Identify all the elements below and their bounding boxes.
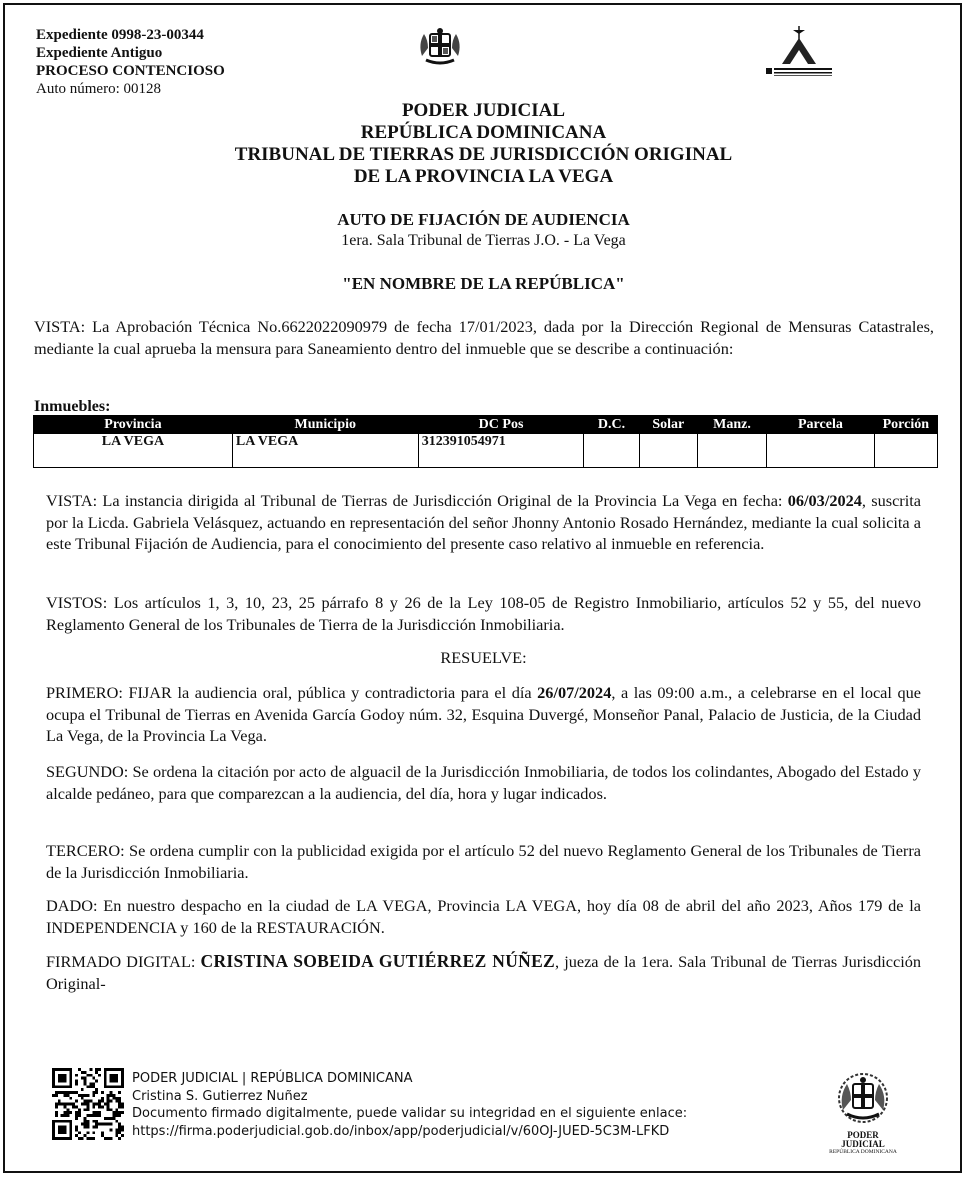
judge-name: CRISTINA SOBEIDA GUTIÉRREZ NÚÑEZ	[200, 951, 556, 971]
table-header-row	[34, 416, 938, 434]
inmuebles-table	[33, 415, 938, 468]
resuelve-heading: RESUELVE:	[440, 648, 527, 667]
cell-parcela	[767, 434, 874, 468]
qr-code-icon[interactable]	[52, 1068, 124, 1140]
cell-municipio: LA VEGA	[232, 434, 418, 468]
expediente-number: Expediente 0998-23-00344	[36, 27, 204, 43]
col-dc-pos: DC Pos	[418, 416, 584, 434]
auto-subtitle: 1era. Sala Tribunal de Tierras J.O. - La Vega	[341, 232, 626, 249]
vista2-text-b: , suscrita por la Licda. Gabriela Velásquez, actuando en representación del señor Jhonny Antonio Rosado Hernández, mediante la cual solicita a este Tribunal Fijación de Audiencia, para el conocimiento del presente caso relativo al inmueble en referencia.	[46, 491, 922, 553]
cell-manz	[697, 434, 766, 468]
cell-dc	[584, 434, 639, 468]
vistos-paragraph: VISTOS: Los artículos 1, 3, 10, 23, 25 párrafo 8 y 26 de la Ley 108-05 de Registro Inmobiliario, artículos 52 y 55, del nuevo Reglamento General de los Tribunales de Tierra de la Jurisdicción Inmobiliaria.	[46, 593, 921, 634]
dado-paragraph: DADO: En nuestro despacho en la ciudad de LA VEGA, Provincia LA VEGA, hoy día 08 de abril del año 2023, Años 179 de la INDEPENDENCIA y 160 de la RESTAURACIÓN.	[46, 896, 921, 937]
cell-solar	[639, 434, 697, 468]
case-metadata	[36, 26, 225, 98]
coat-of-arms-icon	[833, 1072, 893, 1126]
poder-judicial-seal	[828, 1072, 898, 1155]
col-provincia: Provincia	[34, 416, 233, 434]
inmuebles-label: Inmuebles:	[34, 398, 111, 415]
firmado-text-b: , jueza de la 1era. Sala Tribunal de Tierras Jurisdicción Original-	[46, 952, 921, 993]
vista-instancia-paragraph	[46, 490, 921, 555]
proceso-type: PROCESO CONTENCIOSO	[36, 63, 225, 79]
col-manz: Manz.	[697, 416, 766, 434]
primero-text-b: , a las 09:00 a.m., a celebrarse en el local que ocupa el Tribunal de Tierras en Avenida García Godoy núm. 32, Esquina Duvergé, Monseñor Panal, Palacio de Justicia, de la Ciudad La Vega, de la Provincia La Vega.	[46, 683, 922, 745]
cell-provincia: LA VEGA	[34, 434, 233, 468]
firmado-text-a: FIRMADO DIGITAL:	[46, 952, 201, 971]
auto-number: Auto número: 00128	[36, 81, 161, 97]
table-row	[34, 434, 938, 468]
tercero-paragraph: TERCERO: Se ordena cumplir con la publicidad exigida por el artículo 52 del nuevo Reglamento General de los Tribunales de Tierra de la Jurisdicción Inmobiliaria.	[46, 841, 921, 882]
primero-text-a: PRIMERO: FIJAR la audiencia oral, pública y contradictoria para el día	[46, 683, 538, 702]
footer-line-institution: PODER JUDICIAL | REPÚBLICA DOMINICANA	[132, 1071, 413, 1086]
jurisdiccion-inmobiliaria-logo-icon	[760, 24, 838, 82]
auto-title: AUTO DE FIJACIÓN DE AUDIENCIA	[337, 210, 630, 229]
heading-line-4: DE LA PROVINCIA LA VEGA	[353, 166, 614, 187]
col-porcion: Porción	[874, 416, 937, 434]
footer-validation-link[interactable]: https://firma.poderjudicial.gob.do/inbox/app/poderjudicial/v/60OJ-JUED-5C3M-LFKD	[132, 1123, 670, 1139]
col-dc: D.C.	[584, 416, 639, 434]
vista2-fecha: 06/03/2024	[787, 491, 862, 510]
primero-paragraph	[46, 682, 921, 747]
coat-of-arms-icon	[414, 26, 466, 68]
court-heading	[0, 100, 967, 188]
col-solar: Solar	[639, 416, 697, 434]
primero-fecha: 26/07/2024	[537, 683, 612, 702]
heading-line-2: REPÚBLICA DOMINICANA	[360, 122, 607, 143]
cell-dc-pos: 312391054971	[418, 434, 584, 468]
footer-line-validation: Documento firmado digitalmente, puede validar su integridad en el siguiente enlace:	[132, 1106, 688, 1121]
heading-line-1: PODER JUDICIAL	[401, 100, 566, 121]
cell-porcion	[874, 434, 937, 468]
footer-line-signer: Cristina S. Gutierrez Nuñez	[132, 1088, 308, 1104]
en-nombre-republica: "EN NOMBRE DE LA REPÚBLICA"	[342, 274, 625, 293]
vista2-text-a: VISTA: La instancia dirigida al Tribunal de Tierras de Jurisdicción Original de la Provincia La Vega en fecha:	[46, 491, 788, 510]
col-municipio: Municipio	[232, 416, 418, 434]
seal-caption-sub: REPÚBLICA DOMINICANA	[829, 1149, 897, 1155]
heading-line-3: TRIBUNAL DE TIERRAS DE JURISDICCIÓN ORIGINAL	[234, 144, 733, 165]
firmado-paragraph	[46, 951, 921, 994]
digital-signature-footer	[132, 1070, 687, 1140]
seal-caption: PODER JUDICIAL	[841, 1130, 885, 1149]
expediente-antiguo: Expediente Antiguo	[36, 45, 163, 61]
vista-aprobacion-paragraph: VISTA: La Aprobación Técnica No.6622022090979 de fecha 17/01/2023, dada por la Dirección Regional de Mensuras Catastrales, mediante la cual aprueba la mensura para Saneamiento dentro del inmueble que se describe a continuación:	[34, 317, 934, 358]
col-parcela: Parcela	[767, 416, 874, 434]
segundo-paragraph: SEGUNDO: Se ordena la citación por acto de alguacil de la Jurisdicción Inmobiliaria, de todos los colindantes, Abogado del Estado y alcalde pedáneo, para que comparezcan a la audiencia, del día, hora y lugar indicados.	[46, 762, 921, 803]
